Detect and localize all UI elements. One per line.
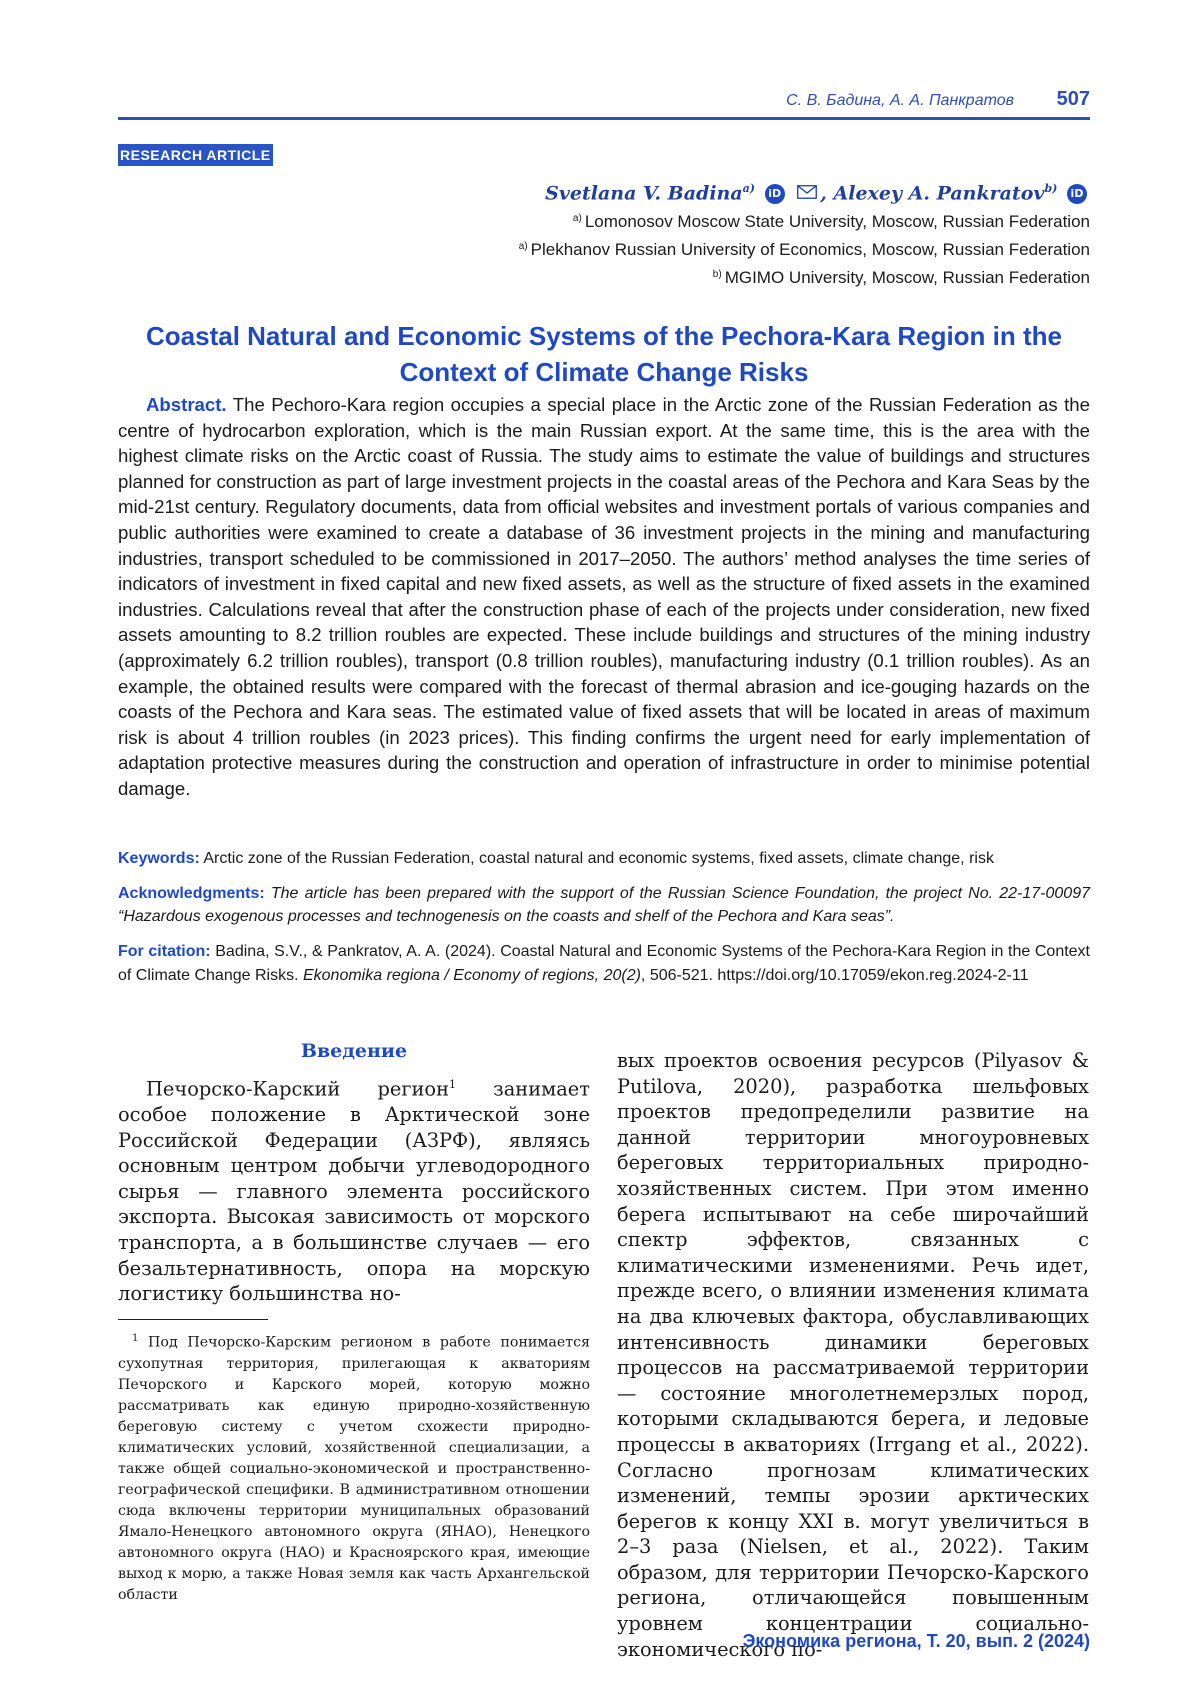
acknowledgments (118, 882, 1090, 928)
running-header (118, 88, 1090, 114)
citation-text: Badina, S.V., & Pankratov, A. A. (2024). Coastal Natural and Economic Systems of the Pechora-Kara Region in the Context of Climate Change Risks. (118, 943, 1090, 984)
footnote (118, 1328, 590, 1606)
page-number: 507 (1056, 88, 1090, 110)
author-1-affil-mark: a) (742, 182, 756, 195)
envelope-icon[interactable] (797, 185, 817, 199)
citation (118, 940, 1090, 988)
affiliation-3: $^{b)}$ MGIMO University, Moscow, Russian Federation (712, 268, 1090, 288)
journal-footer: Экономика региона, Т. 20, вып. 2 (2024) (742, 1631, 1090, 1651)
affiliation-2: $^{a)}$ Plekhanov Russian University of Economics, Moscow, Russian Federation (518, 240, 1090, 260)
orcid-icon[interactable]: iD (765, 184, 785, 204)
abstract-text: The Pechoro-Kara region occupies a special place in the Arctic zone of the Russian Federation as the centre of hydrocarbon exploration, which is the main Russian export. At the same time, this is the area with the highest climate risks on the Arctic coast of Russia. The study aims to estimate the value of buildings and structures planned for construction as part of large investment projects in the coastal areas of the Pechora and Kara Seas by the mid-21st century. Regulatory documents, data from official websites and investment portals of various companies and public authorities were examined to create a database of 36 investment projects in the mining and manufacturing industries, transport scheduled to be commissioned in 2017–2050. The authors’ method analyses the time series of indicators of investment in fixed capital and new fixed assets, as well as the structure of fixed assets in the examined industries. Calculations reveal that after the construction phase of each of the projects under consideration, new fixed assets amounting to 8.2 trillion roubles are expected. These include buildings and structures of the mining industry (approximately 6.2 trillion roubles), transport (0.8 trillion roubles), manufacturing industry (0.1 trillion roubles). As an example, the obtained results were compared with the forecast of thermal abrasion and ice-gouging hazards on the coasts of the Pechora and Kara seas. The estimated value of fixed assets that will be located in areas of maximum risk is about 4 trillion roubles (in 2023 prices). This finding confirms the urgent need for early implementation of adaptation protective measures during the construction and operation of infrastructure in order to minimise potential damage. (118, 394, 1090, 799)
orcid-icon[interactable]: iD (1067, 184, 1087, 204)
keywords-label: Keywords: (118, 850, 200, 867)
citation-journal: Ekonomika regiona / Economy of regions, 20(2) (302, 967, 641, 984)
keywords (118, 848, 1090, 870)
author-2-affil-mark: b) (1044, 182, 1058, 195)
acknowledgments-text: The article has been prepared with the support of the Russian Science Foundation, the project No. 22-17-00097 “Hazardous exogenous processes and technogenesis on the coasts and shelf of the Pechora and Kara seas”. (118, 885, 1090, 925)
article-type-badge: RESEARCH ARTICLE (118, 144, 273, 166)
footnote-ref[interactable]: 1 (449, 1078, 457, 1091)
footnote-rule (118, 1319, 268, 1320)
section-heading: Введение (300, 1040, 408, 1062)
citation-label: For citation: (118, 943, 211, 960)
keywords-text: Arctic zone of the Russian Federation, coastal natural and economic systems, fixed assets, climate change, risk (203, 850, 994, 867)
author-line: Svetlana V. Badina$^{a)}$ iD , Alexey A. Pankratov$^{b)}$ iD (519, 182, 1090, 204)
abstract-label: Abstract. (146, 394, 227, 415)
citation-doi[interactable]: , 506-521. https://doi.org/10.17059/ekon.reg.2024-2-11 (640, 967, 1029, 984)
footnote-text: Под Печорско-Карским регионом в работе понимается сухопутная территория, прилегающая к акваториям Печорского и Карского морей, которую можно рассматривать как единую природно-хозяйственную береговую систему с учетом схожести природно-климатических условий, хозяйственной специализации, а также общей социально-экономической и пространственно-географической специфики. В административном отношении сюда включены территории муниципальных образований Ямало-Ненецкого автономного округа (ЯНАО), Ненецкого автономного округа (НАО) и Красноярского края, имеющие выход к морю, а также Новая земля как часть Архангельской области (118, 1334, 590, 1603)
author-1-name[interactable]: Svetlana V. Badina (545, 182, 743, 205)
footnote-mark: 1 (132, 1332, 139, 1344)
left-column (118, 1040, 590, 1606)
article-title: Coastal Natural and Economic Systems of the Pechora-Kara Region in the Context of Climate Change Risks (146, 321, 1062, 387)
intro-paragraph-right: вых проектов освоения ресурсов (Pilyasov & Putilova, 2020), разработка шельфовых проектов предопределили развитие на данной территории многоуровневых береговых территориальных природно-хозяйственных систем. При этом именно берега испытывают на себе широчайший спектр эффектов, связанных с климатическими изменениями. Речь идет, прежде всего, о влиянии изменения климата на два ключевых фактора, обуславливающих интенсивность динамики береговых процессов на рассматриваемой территории — состояние многолетнемерзлых пород, которыми складываются берега, и ледовые процессы в акваториях (Irrgang et al., 2022). Согласно прогнозам климатических изменений, темпы эрозии арктических берегов к концу XXI в. могут увеличиться в 2–3 раза (Nielsen, et al., 2022). Таким образом, для территории Печорско-Карского региона, отличающейся повышенным уровнем концентрации социально-экономического по- (617, 1049, 1089, 1661)
header-rule (118, 117, 1090, 120)
right-column (617, 1048, 1089, 1662)
intro-paragraph-left: Печорско-Карский регион$^1$ занимает особое положение в Арктической зоне Российской Федерации (АЗРФ), являясь основным центром добычи углеводородного сырья — главного элемента российского экспорта. Высокая зависимость от морского транспорта, а в большинстве случаев — его безальтернативность, опора на морскую логистику большинства но- (118, 1077, 590, 1306)
abstract (118, 392, 1090, 802)
affiliation-1: $^{a)}$ Lomonosov Moscow State University, Moscow, Russian Federation (572, 212, 1090, 232)
acknowledgments-label: Acknowledgments: (118, 885, 265, 902)
running-authors: С. В. Бадина, А. А. Панкратов (786, 92, 1014, 109)
author-2-name[interactable]: Alexey A. Pankratov (833, 182, 1045, 205)
author-block (519, 182, 1090, 288)
